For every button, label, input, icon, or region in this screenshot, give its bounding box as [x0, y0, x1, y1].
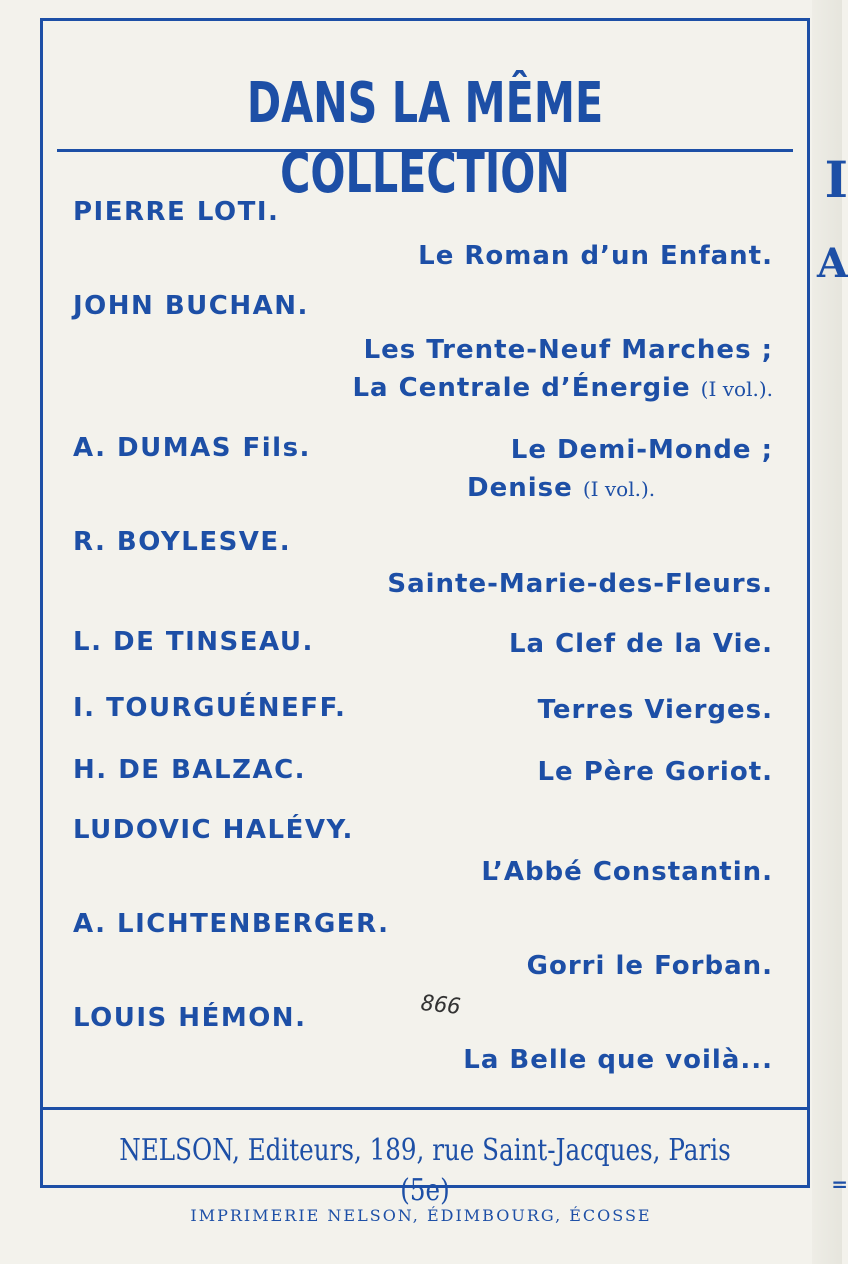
author-name: A. LICHTENBERGER.	[73, 909, 390, 939]
edge-mark: I	[824, 150, 848, 209]
book-title: Terres Vierges.	[537, 695, 773, 725]
collection-frame	[40, 18, 810, 1208]
author-name: R. BOYLESVE.	[73, 527, 292, 557]
book-title: Le Père Goriot.	[537, 757, 773, 787]
printer-line: IMPRIMERIE NELSON, ÉDIMBOURG, ÉCOSSE	[190, 1206, 652, 1225]
book-title: La Clef de la Vie.	[508, 629, 773, 659]
edge-mark: A	[816, 240, 848, 287]
book-title: Les Trente-Neuf Marches ;	[363, 335, 773, 365]
book-title-text: La Centrale d’Énergie	[352, 373, 691, 403]
volume-note: (I vol.).	[582, 477, 656, 501]
divider-top	[57, 149, 793, 152]
edge-mark: =	[831, 1172, 848, 1196]
handwritten-number: 866	[419, 990, 462, 1021]
divider-bottom	[43, 1107, 807, 1110]
author-name: L. DE TINSEAU.	[73, 627, 314, 657]
paper-edge	[812, 0, 848, 1264]
author-name: H. DE BALZAC.	[73, 755, 307, 785]
author-name: A. DUMAS Fils.	[73, 433, 311, 463]
book-title: L’Abbé Constantin.	[481, 857, 773, 887]
volume-note: (I vol.).	[700, 377, 773, 401]
book-title: La Belle que voilà...	[463, 1045, 773, 1075]
book-title	[467, 473, 655, 504]
book-title: Le Demi-Monde ;	[510, 435, 773, 465]
publisher-line: NELSON, Editeurs, 189, rue Saint-Jacques, Paris (5e)	[119, 1133, 731, 1208]
book-title: Sainte-Marie-des-Fleurs.	[387, 569, 773, 599]
book-title-text: Denise	[467, 473, 573, 503]
book-title: Gorri le Forban.	[526, 951, 773, 981]
author-name: I. TOURGUÉNEFF.	[73, 693, 347, 723]
author-name: JOHN BUCHAN.	[73, 291, 309, 321]
page-title: DANS LA MÊME COLLECTION	[246, 71, 604, 206]
author-name: LUDOVIC HALÉVY.	[73, 815, 354, 845]
author-name: LOUIS HÉMON.	[73, 1003, 307, 1033]
book-title: Le Roman d’un Enfant.	[418, 241, 773, 271]
author-name: PIERRE LOTI.	[73, 197, 280, 227]
book-title	[352, 373, 773, 404]
